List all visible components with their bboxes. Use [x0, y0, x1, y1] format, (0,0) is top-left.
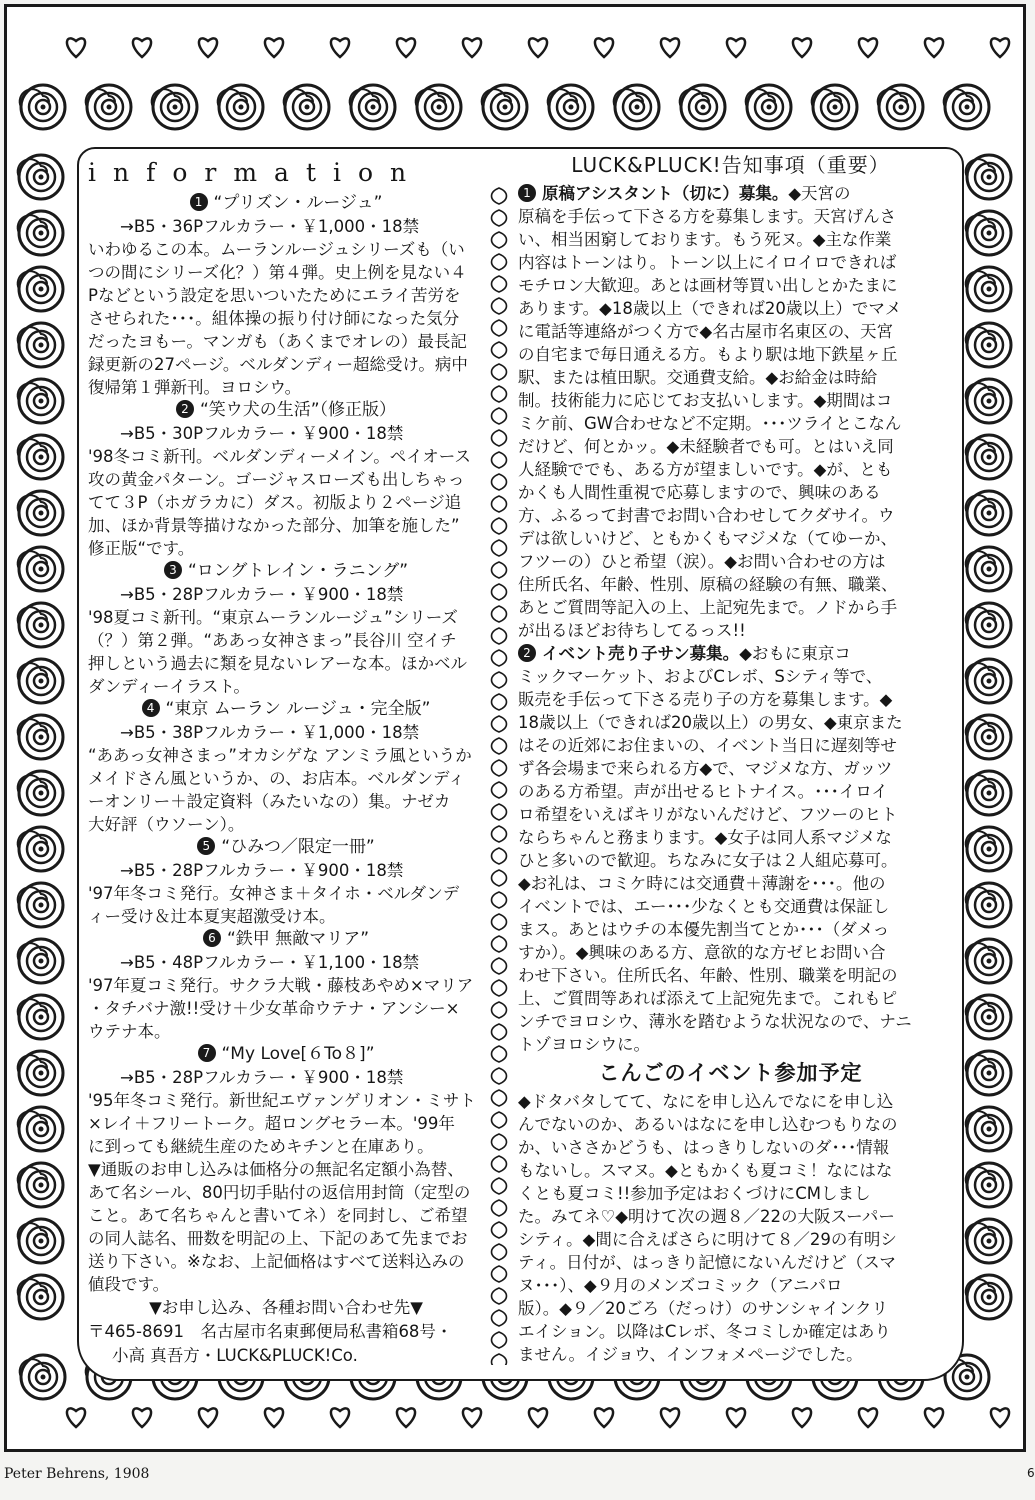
- chain-link-ornament: [492, 1024, 507, 1040]
- assistant-recruit-section: [518, 182, 943, 642]
- spiral-ornament: [18, 827, 63, 871]
- chain-link-ornament: [492, 408, 507, 424]
- spiral-ornament: [966, 827, 1011, 871]
- chain-link-ornament: [492, 738, 507, 754]
- text-line: に電話等連絡がつく方で◆名古屋市名東区の、天宮: [518, 322, 894, 341]
- heart-ornament: [199, 1408, 217, 1427]
- spiral-ornament: [20, 85, 65, 129]
- event-staff-recruit-section: [518, 642, 943, 1056]
- text-line: ず各会場まで来られる方◆で、マジメな方、ガッツ: [518, 759, 893, 778]
- text-line: ません。イジョウ、インフォメページでした。: [518, 1345, 863, 1364]
- spiral-ornament: [966, 1051, 1011, 1095]
- heart-ornament: [991, 38, 1009, 57]
- text-line: 制。技術能力に応じてお支払いします。◆期間はコ: [518, 391, 893, 410]
- spiral-ornament: [18, 995, 63, 1039]
- spiral-ornament: [18, 659, 63, 703]
- item-number-badge: 4: [142, 699, 160, 717]
- spiral-ornament: [966, 547, 1011, 591]
- spiral-ornament: [614, 85, 659, 129]
- spiral-ornament: [18, 1163, 63, 1207]
- item-description: [88, 744, 484, 836]
- chain-link-ornament: [492, 1288, 507, 1304]
- heart-ornament: [661, 38, 679, 57]
- text-line: 修正版“です。: [88, 539, 195, 558]
- heart-ornament: [265, 38, 283, 57]
- spiral-ornament: [18, 379, 63, 423]
- text-line: のある方希望。声が出せるヒトナイス。･･･イロイ: [518, 782, 888, 801]
- item-description: [88, 1089, 484, 1296]
- chain-link-ornament: [492, 826, 507, 842]
- section-title: 原稿アシスタント（切に）募集。: [542, 184, 789, 203]
- text-line: イベントでは、エー･･･少なくとも交通費は保証し: [518, 897, 890, 916]
- spiral-ornament: [966, 715, 1011, 759]
- text-line: モチロン大歓迎。あとは画材等買い出しとかたまに: [518, 276, 898, 295]
- chain-link-ornament: [492, 914, 507, 930]
- text-line: ウテナ本。: [88, 1022, 171, 1041]
- chain-link-ornament: [492, 540, 507, 556]
- text-line: メイドさん風というか、の、お店本。ベルダンディ: [88, 769, 465, 788]
- chain-link-ornament: [492, 1156, 507, 1172]
- item-description: [88, 974, 484, 1043]
- chain-link-ornament: [492, 782, 507, 798]
- text-line: トゾヨロシウに。: [518, 1035, 650, 1054]
- chain-link-ornament: [492, 650, 507, 666]
- spiral-ornament: [966, 435, 1011, 479]
- text-line: あて名シール、80円切手貼付の返信用封筒（定型の: [88, 1183, 471, 1202]
- text-line: か、いささかどうも、はっきりしないのダ･･･情報: [518, 1138, 890, 1157]
- text-line: てて３P（ホガラカに）ダス。初版より２ページ追: [88, 493, 462, 512]
- spiral-ornament: [18, 1051, 63, 1095]
- chain-link-ornament: [492, 298, 507, 314]
- text-line: 版）。◆９／20ごろ（だっけ）のサンシャインクリ: [518, 1299, 889, 1318]
- heart-ornament: [529, 1408, 547, 1427]
- spiral-ornament: [18, 771, 63, 815]
- product-item: [88, 399, 484, 560]
- heart-ornament: [595, 1408, 613, 1427]
- heart-ornament: [529, 38, 547, 57]
- text-line: '95年冬コミ発行。新世紀エヴァンゲリオン・ミサト: [88, 1091, 476, 1110]
- text-line: 押しという過去に類を見ないレアーな本。ほかベル: [88, 654, 468, 673]
- item-number-badge: 2: [176, 400, 194, 418]
- chain-link-ornament: [492, 364, 507, 380]
- text-line: “ああっ女神さまっ”オカシゲな アンミラ風というか: [88, 746, 472, 765]
- heart-ornament: [661, 1408, 679, 1427]
- heart-ornament: [463, 38, 481, 57]
- mailing-address-line: 小高 真吾方・LUCK&PLUCK!Co.: [112, 1346, 358, 1365]
- spiral-ornament: [680, 85, 725, 129]
- spiral-ornament: [218, 85, 263, 129]
- item-description: [88, 882, 484, 928]
- item-spec: →B5・30Pフルカラー・￥900・18禁: [120, 424, 404, 443]
- chain-link-ornament: [492, 1178, 507, 1194]
- spiral-ornament: [18, 547, 63, 591]
- spiral-ornament: [20, 1355, 65, 1399]
- heart-ornament: [727, 1408, 745, 1427]
- chain-link-ornament: [492, 804, 507, 820]
- chain-link-ornament: [492, 1112, 507, 1128]
- item-title: “鉄甲 無敵マリア”: [226, 929, 370, 949]
- text-line: こと。あて名ちゃんと書いてネ）を同封し、ご希望: [88, 1206, 468, 1225]
- text-line: '98冬コミ新刊。ベルダンディーメイン。ペイオース: [88, 447, 471, 466]
- heart-ornament: [67, 38, 85, 57]
- item-number-badge: 5: [197, 837, 215, 855]
- heart-ornament: [859, 38, 877, 57]
- spiral-ornament: [482, 85, 527, 129]
- text-line: 原稿を手伝って下さる方を募集します。天宮げんさ: [518, 207, 897, 226]
- heart-ornament: [793, 1408, 811, 1427]
- text-line: の同人誌名、冊数を明記の上、下記のあて先までお: [88, 1229, 468, 1248]
- spiral-ornament: [966, 659, 1011, 703]
- spiral-ornament: [152, 85, 197, 129]
- spiral-ornament: [18, 715, 63, 759]
- chain-link-ornament: [492, 1332, 507, 1348]
- item-title: “笑ウ犬の生活”（修正版）: [199, 400, 397, 420]
- heart-ornament: [397, 38, 415, 57]
- item-description: [88, 445, 484, 560]
- spiral-ornament: [86, 85, 131, 129]
- spiral-ornament: [812, 85, 857, 129]
- product-list: [88, 192, 484, 1296]
- text-line: ▼通販のお申し込みは価格分の無記名定額小為替、: [88, 1160, 464, 1179]
- item-number-badge: 6: [203, 929, 221, 947]
- text-line: いわゆるこの本。ムーランルージュシリーズも（い: [88, 240, 465, 259]
- spiral-ornament: [18, 603, 63, 647]
- item-spec: →B5・48Pフルカラー・￥1,100・18禁: [120, 953, 420, 972]
- text-line: すか）。◆興味のある方、意欲的な方ゼヒお問い合: [518, 943, 886, 962]
- chain-link-ornament: [492, 1310, 507, 1326]
- text-line: ーオンリー＋設定資料（みたいなの）集。ナゼカ: [88, 792, 451, 811]
- text-line: '98夏コミ新刊。“東京ムーランルージュ”シリーズ: [88, 608, 458, 627]
- text-line: ひと多いので歓迎。ちなみに女子は２人組応募可。: [518, 851, 898, 870]
- text-line: Pなどという設定を思いついたためにエライ苦労を: [88, 286, 461, 305]
- text-line: フツーの）ひと希望（涙）。◆お問い合わせの方は: [518, 552, 886, 571]
- text-line: させられた･･･。組体操の振り付け師になった気分: [88, 309, 460, 328]
- spiral-ornament: [966, 1275, 1011, 1319]
- spiral-ornament: [966, 1219, 1011, 1263]
- item-number-badge: 7: [198, 1044, 216, 1062]
- text-line: が出るほどお待ちしてるっス!!: [518, 621, 746, 640]
- text-line: 復帰第１弾新刊。ヨロシウ。: [88, 378, 302, 397]
- spiral-ornament: [416, 85, 461, 129]
- heart-ornament: [793, 38, 811, 57]
- product-item: [88, 698, 484, 836]
- spiral-ornament: [18, 1107, 63, 1151]
- product-item: [88, 1043, 484, 1296]
- heart-ornament: [331, 38, 349, 57]
- chain-link-ornament: [492, 518, 507, 534]
- spiral-ornament: [18, 323, 63, 367]
- spiral-ornament: [966, 491, 1011, 535]
- chain-link-ornament: [492, 188, 507, 204]
- spiral-ornament: [18, 883, 63, 927]
- text-line: ミケ前、GW合わせなど不定期。･･･ツライとこなん: [518, 414, 902, 433]
- text-line: た。みてネ♡◆明けて次の週８／22の大阪スーパー: [518, 1207, 895, 1226]
- chain-link-ornament: [492, 980, 507, 996]
- item-title: “ロングトレイン・ラニング”: [187, 561, 409, 581]
- spiral-ornament: [966, 267, 1011, 311]
- text-line: 大好評（ウソーン）。: [88, 815, 245, 834]
- chain-link-ornament: [492, 232, 507, 248]
- text-line: シティ。◆間に合えばさらに明けて８／29の有明シ: [518, 1230, 897, 1249]
- heart-ornament: [925, 1408, 943, 1427]
- text-line: 攻の黄金パターン。ゴージャスローズも出しちゃっ: [88, 470, 465, 489]
- heart-ornament: [859, 1408, 877, 1427]
- heart-ornament: [331, 1408, 349, 1427]
- item-description: [88, 606, 484, 698]
- text-line: エイション。以降はCレボ、冬コミしか確定はあり: [518, 1322, 891, 1341]
- spiral-ornament: [18, 1219, 63, 1263]
- item-spec: →B5・28Pフルカラー・￥900・18禁: [120, 585, 404, 604]
- item-description: [88, 238, 484, 399]
- spiral-ornament: [18, 211, 63, 255]
- item-title: “ひみつ／限定一冊”: [221, 837, 375, 857]
- spiral-ornament: [966, 771, 1011, 815]
- heart-ornament: [133, 38, 151, 57]
- text-line: 18歳以上（できれば20歳以上）の男女、◆東京また: [518, 713, 903, 732]
- text-line: 人経験ででも、ある方が望ましいです。◆が、とも: [518, 460, 893, 479]
- spiral-ornament: [18, 1275, 63, 1319]
- text-line: ◆お礼は、コミケ時には交通費＋薄謝を･･･。他の: [518, 874, 886, 893]
- heart-ornament: [991, 1408, 1009, 1427]
- text-line: つの間にシリーズ化？）第４弾。史上例を見ない４: [88, 263, 467, 282]
- chain-link-ornament: [492, 1244, 507, 1260]
- credit-caption: Peter Behrens, 1908: [4, 1466, 150, 1482]
- section-number-badge: 2: [518, 644, 536, 662]
- text-line: 値段です。: [88, 1275, 170, 1294]
- chain-link-ornament: [492, 320, 507, 336]
- chain-link-ornament: [492, 1354, 507, 1365]
- text-line: '97年冬コミ発行。女神さま＋タイホ・ベルダンデ: [88, 884, 460, 903]
- heart-ornament: [397, 1408, 415, 1427]
- product-item: [88, 836, 484, 928]
- text-line: もないし。スマヌ。◆ともかくも夏コミ！なにはな: [518, 1161, 893, 1180]
- spiral-ornament: [18, 155, 63, 199]
- text-line: ◆天宮の: [788, 184, 851, 203]
- spiral-ornament: [18, 267, 63, 311]
- heart-ornament: [595, 38, 613, 57]
- text-line: くとも夏コミ!!参加予定はおくづけにCMしまし: [518, 1184, 871, 1203]
- text-line: （？）第２弾。“ああっ女神さまっ”長谷川 空イチ: [88, 631, 457, 650]
- chain-link-ornament: [492, 584, 507, 600]
- event-schedule-section: [518, 1090, 943, 1366]
- spiral-ornament: [966, 379, 1011, 423]
- text-line: デは欲しいけど、ともかくもマジメな（てゆーか、: [518, 529, 898, 548]
- text-line: ×レイ＋フリートーク。超ロングセラー本。'99年: [88, 1114, 455, 1133]
- text-line: い、相当困窮しております。もう死ヌ。◆主な作業: [518, 230, 892, 249]
- chain-link-ornament: [492, 1200, 507, 1216]
- chain-link-ornament: [492, 936, 507, 952]
- spiral-ornament: [284, 85, 329, 129]
- chain-link-ornament: [492, 452, 507, 468]
- chain-link-ornament: [492, 1134, 507, 1150]
- text-line: ンチでヨロシウ、薄氷を踏むような状況なので、ナニ: [518, 1012, 912, 1031]
- spiral-ornament: [746, 85, 791, 129]
- section-number-badge: 1: [518, 184, 536, 202]
- spiral-ornament: [548, 85, 593, 129]
- item-title: “プリズン・ルージュ”: [213, 193, 383, 213]
- text-line: 方、ふるって封書でお問い合わせしてクダサイ。ウ: [518, 506, 895, 525]
- chain-link-ornament: [492, 430, 507, 446]
- chain-link-ornament: [492, 254, 507, 270]
- chain-link-ornament: [492, 562, 507, 578]
- chain-link-ornament: [492, 892, 507, 908]
- spiral-ornament: [966, 211, 1011, 255]
- spiral-ornament: [18, 491, 63, 535]
- notices-column: [518, 150, 943, 1366]
- column-divider-ornament: [486, 180, 512, 1365]
- text-line: 駅、または植田駅。交通費支給。◆お給金は時給: [518, 368, 878, 387]
- spiral-ornament: [966, 995, 1011, 1039]
- contact-header: ▼お申し込み、各種お問い合わせ先▼: [149, 1298, 423, 1317]
- spiral-ornament: [944, 85, 989, 129]
- page-number: 6: [1027, 1466, 1035, 1480]
- item-spec: →B5・36Pフルカラー・￥1,000・18禁: [120, 217, 420, 236]
- chain-link-ornament: [492, 716, 507, 732]
- text-line: ヌ･･･）、◆９月のメンズコミック（アニパロ: [518, 1276, 843, 1295]
- item-title: “My Love[６To８]”: [221, 1044, 375, 1064]
- chain-link-ornament: [492, 870, 507, 886]
- text-line: あります。◆18歳以上（できれば20歳以上）でマメ: [518, 299, 902, 318]
- heart-ornament: [67, 1408, 85, 1427]
- section-title: イベント売り子サン募集。: [542, 644, 740, 663]
- item-spec: →B5・28Pフルカラー・￥900・18禁: [120, 1068, 404, 1087]
- text-line: はその近郊にお住まいの、イベント当日に遅刻等せ: [518, 736, 897, 755]
- chain-link-ornament: [492, 1222, 507, 1238]
- spiral-ornament: [966, 155, 1011, 199]
- text-line: 加、ほか背景等描けなかった部分、加筆を施した”: [88, 516, 460, 535]
- spiral-ornament: [966, 1163, 1011, 1207]
- spiral-ornament: [350, 85, 395, 129]
- chain-link-ornament: [492, 848, 507, 864]
- text-line: ◆おもに東京コ: [739, 644, 851, 663]
- event-schedule-header: こんごのイベント参加予定: [598, 1061, 863, 1085]
- spiral-ornament: [966, 1107, 1011, 1151]
- item-spec: →B5・28Pフルカラー・￥900・18禁: [120, 861, 404, 880]
- heart-ornament: [463, 1408, 481, 1427]
- chain-link-ornament: [492, 1266, 507, 1282]
- text-line: ティ。日付が、はっきり記憶にないんだけど（スマ: [518, 1253, 896, 1272]
- text-line: わせ下さい。住所氏名、年齢、性別、職業を明記の: [518, 966, 898, 985]
- product-item: [88, 192, 484, 399]
- chain-link-ornament: [492, 210, 507, 226]
- information-header: information: [88, 158, 424, 187]
- heart-ornament: [265, 1408, 283, 1427]
- heart-ornament: [133, 1408, 151, 1427]
- text-line: まス。あとはウチの本優先割当てとか･･･（ダメっ: [518, 920, 890, 939]
- item-number-badge: 3: [164, 561, 182, 579]
- item-number-badge: 1: [190, 193, 208, 211]
- chain-link-ornament: [492, 760, 507, 776]
- item-spec: →B5・38Pフルカラー・￥1,000・18禁: [120, 723, 420, 742]
- chain-link-ornament: [492, 628, 507, 644]
- heart-ornament: [727, 38, 745, 57]
- spiral-ornament: [966, 603, 1011, 647]
- chain-link-ornament: [492, 474, 507, 490]
- text-line: 内容はトーンはり。トーン以上にイロイロできれば: [518, 253, 897, 272]
- text-line: んでないのか、あるいはなにを申し込むつもりなの: [518, 1115, 898, 1134]
- chain-link-ornament: [492, 1046, 507, 1062]
- text-line: 録更新の27ページ。ベルダンディー超総受け。病中: [88, 355, 468, 374]
- spiral-ornament: [18, 939, 63, 983]
- notices-header: LUCK&PLUCK!告知事項（重要）: [571, 153, 890, 177]
- spiral-ornament: [878, 85, 923, 129]
- text-line: あとご質問等記入の上、上記宛先まで。ノドから手: [518, 598, 898, 617]
- item-title: “東京 ムーラン ルージュ・完全版”: [165, 699, 431, 719]
- chain-link-ornament: [492, 276, 507, 292]
- text-line: ミックマーケット、およびCレボ、Sシティ等で、: [518, 667, 883, 686]
- text-line: 送り下さい。※なお、上記価格はすべて送料込みの: [88, 1252, 465, 1271]
- spiral-ornament: [966, 939, 1011, 983]
- spiral-ornament: [966, 323, 1011, 367]
- spiral-ornament: [18, 435, 63, 479]
- text-line: ならちゃんと務まります。◆女子は同人系マジメな: [518, 828, 892, 847]
- product-item: [88, 560, 484, 698]
- chain-link-ornament: [492, 1068, 507, 1084]
- spiral-ornament: [966, 883, 1011, 927]
- text-line: ィー受け＆辻本夏実超激受け本。: [88, 907, 336, 926]
- mailing-address-line: 〒465-8691 名古屋市名東郵便局私書箱68号・: [88, 1322, 453, 1341]
- text-line: の自宅まで毎日通える方。もより駅は地下鉄星ヶ丘: [518, 345, 898, 364]
- chain-link-ornament: [492, 1002, 507, 1018]
- text-line: 住所氏名、年齢、性別、原稿の経験の有無、職業、: [518, 575, 898, 594]
- text-line: だけど、何とかッ。◆未経験者でも可。とはいえ同: [518, 437, 894, 456]
- text-line: ◆ドタバタしてて、なにを申し込んでなにを申し込: [518, 1092, 894, 1111]
- chain-link-ornament: [492, 694, 507, 710]
- text-line: '97年夏コミ発行。サクラ大戦・藤枝あやめ×マリア: [88, 976, 474, 995]
- text-line: に到っても継続生産のためキチンと在庫あり。: [88, 1137, 434, 1156]
- chain-link-ornament: [492, 1090, 507, 1106]
- chain-link-ornament: [492, 672, 507, 688]
- text-line: だったヨもー。マンガも（あくまでオレの）最長記: [88, 332, 467, 351]
- chain-link-ornament: [492, 958, 507, 974]
- chain-link-ornament: [492, 496, 507, 512]
- text-line: 上、ご質問等あれば添えて上記宛先まで。これもピ: [518, 989, 898, 1008]
- text-line: かくも人間性重視で応募しますので、興味のある: [518, 483, 881, 502]
- chain-link-ornament: [492, 342, 507, 358]
- text-line: 販売を手伝って下さる売り子の方を募集します。◆: [518, 690, 893, 709]
- text-line: ロ希望をいえばキリがないんだけど、フツーのヒト: [518, 805, 898, 824]
- information-column: [88, 150, 484, 1368]
- text-line: ・タチバナ激!!受け＋少女革命ウテナ・アンシー×: [88, 999, 460, 1018]
- heart-ornament: [925, 38, 943, 57]
- text-line: ダンディーイラスト。: [88, 677, 250, 696]
- chain-link-ornament: [492, 606, 507, 622]
- heart-ornament: [199, 38, 217, 57]
- chain-link-ornament: [492, 386, 507, 402]
- product-item: [88, 928, 484, 1043]
